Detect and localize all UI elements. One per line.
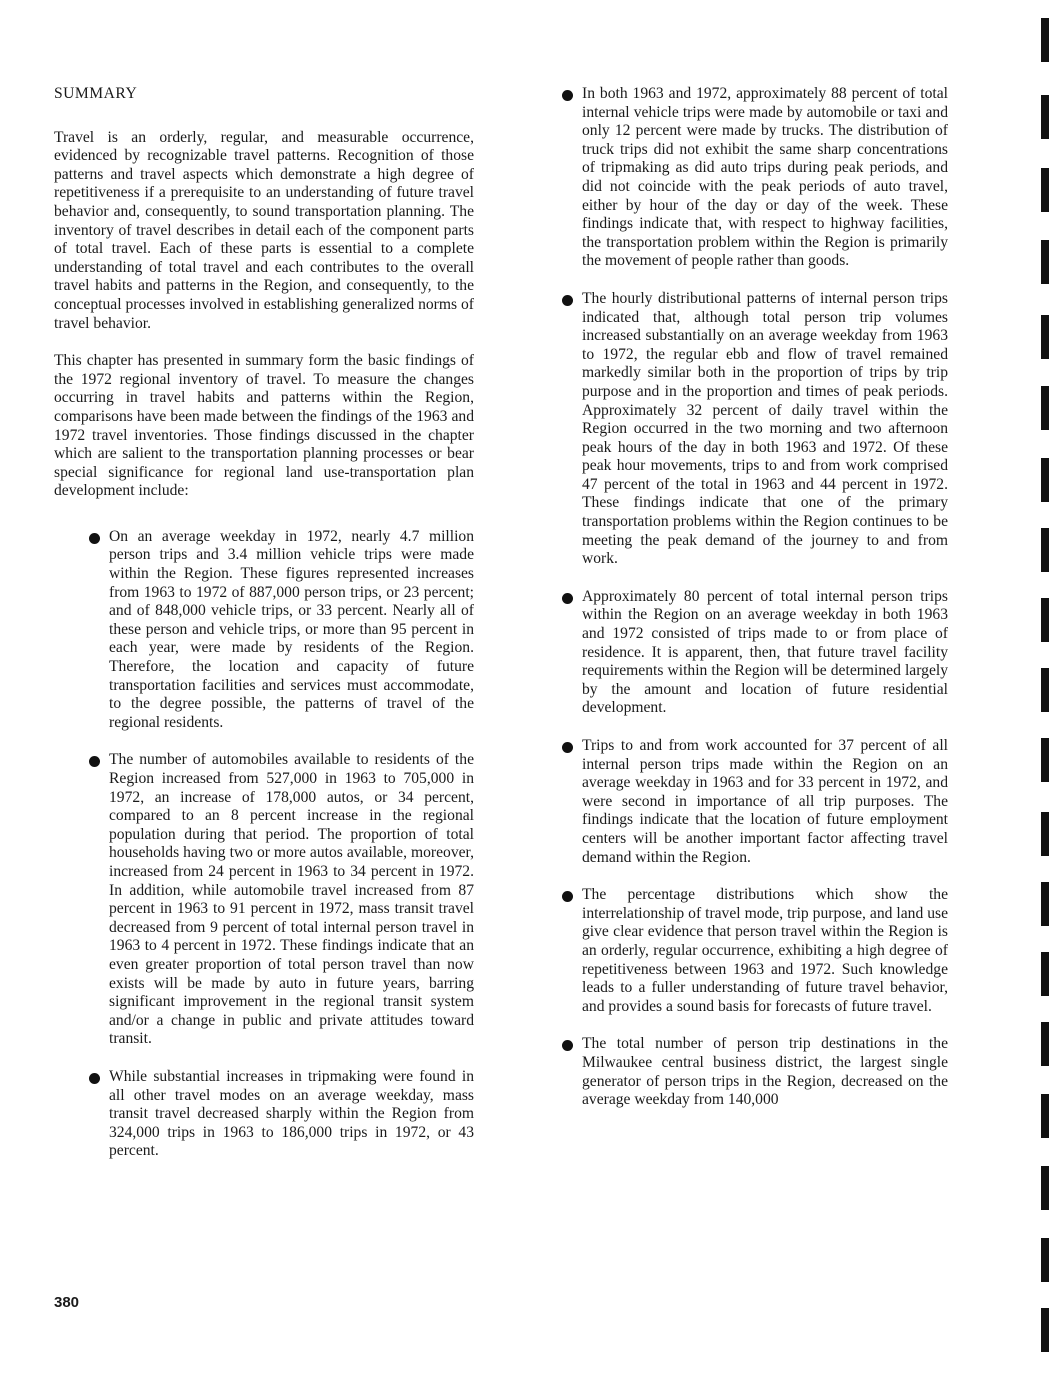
bullet-item xyxy=(562,85,948,271)
right-column xyxy=(562,85,948,1129)
bullet-item xyxy=(89,1068,474,1161)
edge-mark xyxy=(1041,1166,1049,1210)
intro-paragraph: Travel is an orderly, regular, and measurable occurrence, evidenced by recognizable travel patterns. Recognition of those patterns and travel aspects which demonstrate a high degree of repetitiveness if a prerequisite to an understanding of future travel behavior and, consequently, to sound transportation planning. The inventory of travel describes in detail each of the component parts of total travel. Each of these parts is essential to a complete understanding of total travel and each contributes to the overall travel habits and patterns in the Region, and consequently, to the conceptual processes involved in establishing generalized norms of travel behavior. xyxy=(54,128,474,332)
bullet-dot-icon xyxy=(562,295,573,306)
bullet-text: In both 1963 and 1972, approximately 88 percent of total internal vehicle trips were made by automobile or taxi and only 12 percent were made by trucks. The distribution of truck trips did not exhibit the same sharp concentrations of tripmaking as did auto trips during peak periods, and did not coincide with the peak periods of auto travel, either by hour of the day or day of the week. These findings indicate that, with respect to highway facilities, the transportation problem within the Region is primarily the movement of people rather than goods. xyxy=(582,85,948,270)
bullet-item xyxy=(562,737,948,867)
edge-mark xyxy=(1041,1308,1049,1352)
bullet-text: On an average weekday in 1972, nearly 4.7 million person trips and 3.4 million vehicle trips were made within the Region. These figures represented increases from 1963 to 1972 of 887,000 person trips, or 23 percent; and of 848,000 vehicle trips, or 33 percent. Nearly all of these person and vehicle trips, or more than 95 percent in each year, were made by residents of the Region. Therefore, the location and capacity of future transportation facilities and services must accommodate, to the degree possible, the patterns of travel of the regional residents. xyxy=(109,527,474,731)
bullet-dot-icon xyxy=(562,90,573,101)
bullet-item xyxy=(562,290,948,569)
edge-mark xyxy=(1041,240,1049,284)
edge-mark xyxy=(1041,812,1049,856)
bullet-dot-icon xyxy=(562,742,573,753)
edge-mark xyxy=(1041,386,1049,430)
bullet-dot-icon xyxy=(89,1073,100,1084)
findings-paragraph: This chapter has presented in summary form the basic findings of the 1972 regional inventory of travel. To measure the changes occurring in travel habits and patterns within the Region, comparisons have been made between the findings of the 1963 and 1972 travel inventories. Those findings discussed in the chapter which are salient to the transportation planning processes or bear special significance for regional land use-transportation plan development include: xyxy=(54,352,474,500)
edge-mark xyxy=(1041,168,1049,212)
section-heading: SUMMARY xyxy=(54,85,138,102)
bullet-text: Approximately 80 percent of total internal person trips within the Region on an average weekday in both 1963 and 1972 consisted of trips made to or from place of residence. It is apparent, then, that future travel facility requirements within the Region will be determined largely by the amount and location of future residential development. xyxy=(582,587,948,717)
scan-edge-marks xyxy=(1041,0,1051,1379)
bullet-text: The number of automobiles available to residents of the Region increased from 527,000 in 1963 to 705,000 in 1972, an increase of 178,000 autos, or 34 percent, compared to an 8 percent increase in the regional population during that period. The proportion of total households having two or more autos available, moreover, increased from 24 percent in 1963 to 34 percent in 1972. In addition, while automobile travel increased from 87 percent in 1963 to 91 percent in 1972, mass transit travel decreased from 9 percent of total internal person travel in 1963 to 4 percent in 1972. These findings indicate that an even greater proportion of total person travel than now exists will be made by auto in future years, barring significant improvement in the regional transit system and/or a change in public and private attitudes toward transit. xyxy=(109,751,474,1048)
edge-mark xyxy=(1041,738,1049,782)
edge-mark xyxy=(1041,528,1049,572)
edge-mark xyxy=(1041,668,1049,712)
bullet-item xyxy=(562,886,948,1016)
left-bullet-list xyxy=(89,528,474,1161)
bullet-dot-icon xyxy=(89,533,100,544)
edge-mark xyxy=(1041,18,1049,62)
left-column xyxy=(54,85,474,1180)
bullet-text: Trips to and from work accounted for 37 percent of all internal person trips made within the Region on an average weekday in 1963 and for 33 percent in 1972, and were second in importance of all trip purposes. The findings indicate that the location of future employment centers will be another important factor affecting travel demand within the Region. xyxy=(582,737,948,866)
edge-mark xyxy=(1041,1238,1049,1282)
bullet-text: While substantial increases in tripmaking were found in all other travel modes on an average weekday, mass transit travel decreased sharply within the Region from 324,000 trips in 1963 to 186,000 trips in 1972, or 43 percent. xyxy=(109,1067,474,1160)
edge-mark xyxy=(1041,1094,1049,1138)
edge-mark xyxy=(1041,598,1049,642)
edge-mark xyxy=(1041,1022,1049,1066)
bullet-item xyxy=(89,751,474,1049)
bullet-dot-icon xyxy=(562,1040,573,1051)
bullet-dot-icon xyxy=(562,891,573,902)
bullet-item xyxy=(89,528,474,733)
edge-mark xyxy=(1041,315,1049,359)
bullet-dot-icon xyxy=(562,593,573,604)
page-number: 380 xyxy=(54,1294,80,1311)
bullet-item xyxy=(562,1035,948,1109)
bullet-dot-icon xyxy=(89,756,100,767)
bullet-text: The hourly distributional patterns of internal person trips indicated that, although total person trip volumes increased substantially on an average weekday from 1963 to 1972, the regular ebb and flow of travel remained markedly similar both in the proportion of trips by trip purpose and in the proportion and times of peak periods. Approximately 32 percent of daily travel within the Region occurred in the two morning and two afternoon peak hours of the day in both 1963 and 1972. Of these peak hour movements, trips to and from work comprised 47 percent of the total in 1963 and 44 percent in 1972. These findings indicate that one of the primary transportation problems within the Region continues to be meeting the peak demand of the journey to and from work. xyxy=(582,289,948,568)
edge-mark xyxy=(1041,95,1049,139)
right-bullet-list xyxy=(562,85,948,1110)
bullet-text: The percentage distributions which show the interrelationship of travel mode, trip purpose, and land use give clear evidence that person travel within the Region is an orderly, regular occurrence, exhibiting a high degree of repetitiveness between 1963 and 1972. Such knowledge leads to a fuller understanding of future travel behavior, and provides a sound basis for forecasts of future travel. xyxy=(582,886,948,1015)
bullet-item xyxy=(562,588,948,718)
bullet-text: The total number of person trip destinations in the Milwaukee central business district, the largest single generator of person trips in the Region, decreased on the average weekday from 140,000 xyxy=(582,1035,948,1109)
edge-mark xyxy=(1041,952,1049,996)
edge-mark xyxy=(1041,458,1049,502)
edge-mark xyxy=(1041,882,1049,926)
